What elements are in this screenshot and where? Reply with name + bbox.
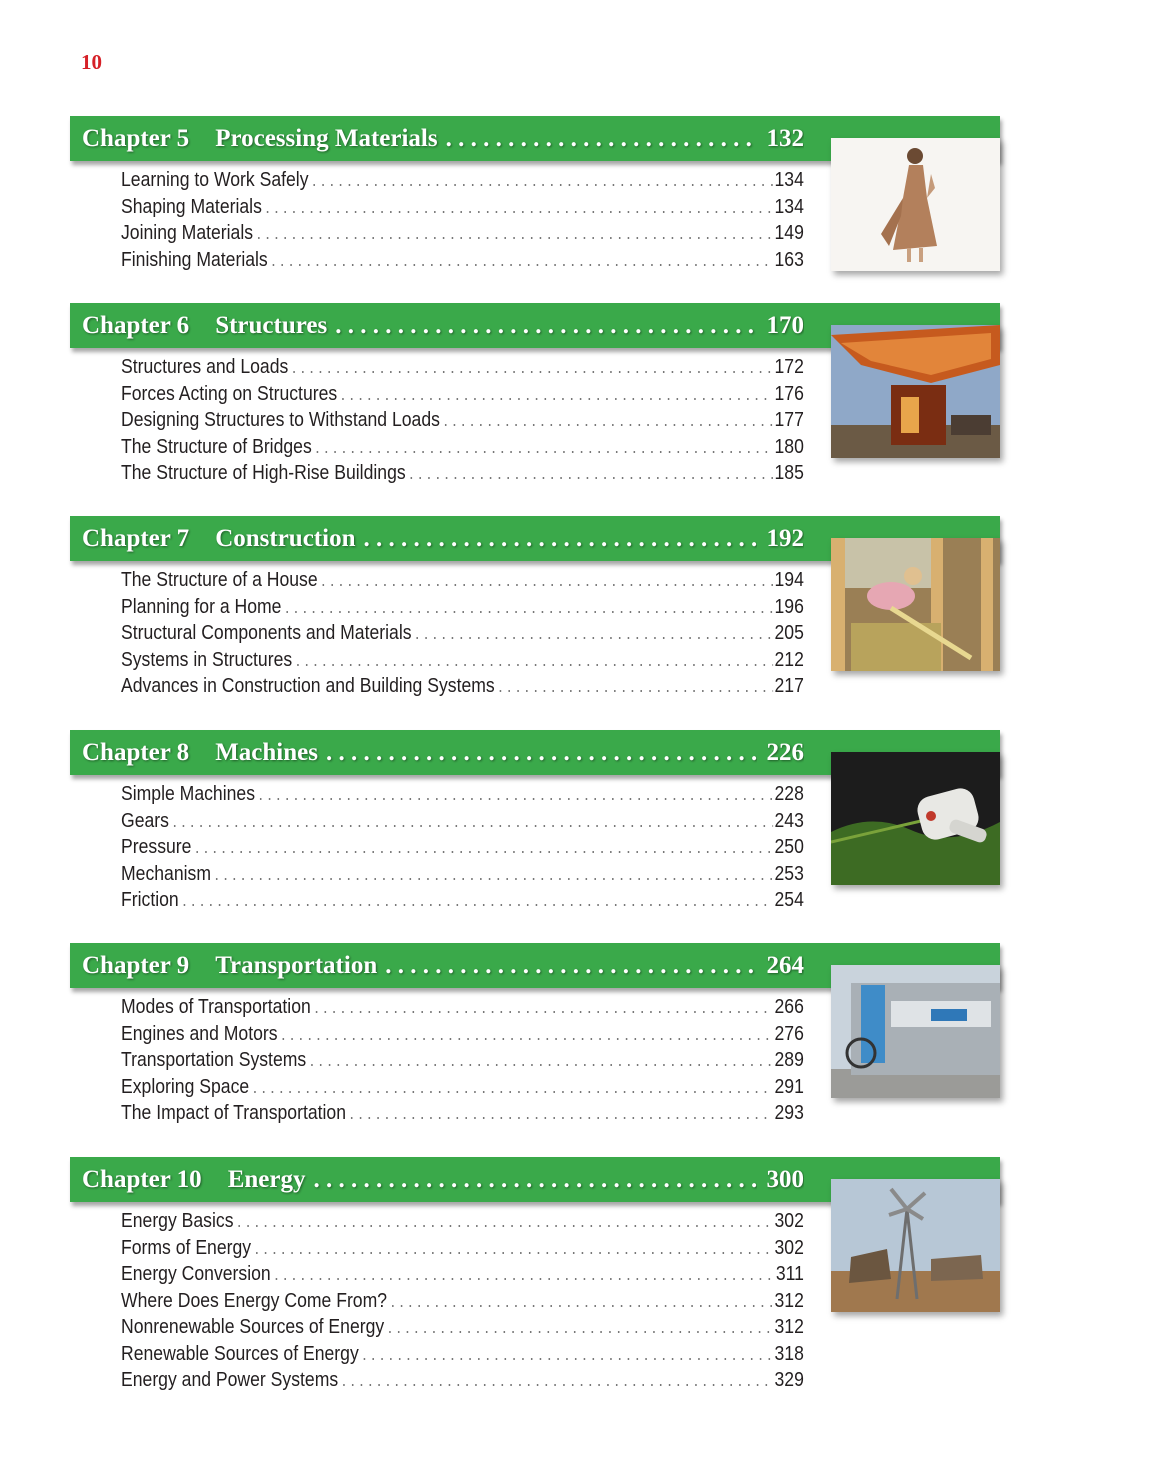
chapter-title: Structures (215, 311, 328, 339)
chapter-page: 226 (766, 738, 804, 766)
toc-entry[interactable]: Gears . . . 243 (121, 810, 804, 837)
chapter-label: Chapter 6 (82, 311, 190, 339)
toc-entry[interactable]: Modes of Transportation . . . 266 (121, 996, 804, 1023)
chapter-page: 300 (766, 1165, 804, 1193)
toc-entry[interactable]: Mechanism . . . 253 (121, 863, 804, 890)
leader-dots (446, 125, 757, 153)
chapter-page: 132 (766, 124, 804, 152)
leader-dots (363, 525, 756, 553)
toc-entry[interactable]: The Impact of Transportation . . . 293 (121, 1102, 804, 1129)
leader-dots (335, 312, 756, 340)
chapter-page: 264 (766, 951, 804, 979)
toc-entry[interactable]: Joining Materials . . . 149 (121, 222, 804, 249)
leader-dots (313, 1166, 756, 1194)
toc-entry[interactable]: Renewable Sources of Energy . . . 318 (121, 1343, 804, 1370)
chapter-label: Chapter 8 (82, 738, 190, 766)
section-list (121, 356, 804, 489)
chapter-label: Chapter 10 (82, 1165, 202, 1193)
toc-entry[interactable]: Transportation Systems . . . 289 (121, 1049, 804, 1076)
chapter-heading[interactable] (82, 516, 804, 561)
toc-entry[interactable]: Designing Structures to Withstand Loads . . . 177 (121, 409, 804, 436)
chapter-page: 192 (766, 524, 804, 552)
toc-entry[interactable]: Learning to Work Safely . . . 134 (121, 169, 804, 196)
chapter-heading[interactable] (82, 1157, 804, 1202)
house-construction-photo (831, 538, 1000, 671)
toc-entry[interactable]: Pressure . . . 250 (121, 836, 804, 863)
bike-station-photo (831, 965, 1000, 1098)
roof-structure-photo (831, 325, 1000, 458)
section-list (121, 783, 804, 916)
chapter-label: Chapter 7 (82, 524, 190, 552)
toc-entry[interactable]: Structural Components and Materials . . . 205 (121, 622, 804, 649)
toc-entry[interactable]: Where Does Energy Come From? . . . 312 (121, 1290, 804, 1317)
toc-entry[interactable]: Engines and Motors . . . 276 (121, 1023, 804, 1050)
chapter-heading[interactable] (82, 730, 804, 775)
toc-entry[interactable]: Advances in Construction and Building Systems . . . 217 (121, 675, 804, 702)
windmill-village-photo (831, 1179, 1000, 1312)
chapter-heading[interactable] (82, 116, 804, 161)
toc-entry[interactable]: The Structure of a House . . . 194 (121, 569, 804, 596)
hedge-trimmer-photo (831, 752, 1000, 885)
toc-entry[interactable]: Structures and Loads . . . 172 (121, 356, 804, 383)
chapter-title: Energy (227, 1165, 306, 1193)
chapter-title: Machines (215, 738, 318, 766)
chapter-label: Chapter 5 (82, 124, 190, 152)
chapter-heading[interactable] (82, 943, 804, 988)
toc-entry[interactable]: Exploring Space . . . 291 (121, 1076, 804, 1103)
chapter-title: Processing Materials (215, 124, 438, 152)
toc-entry[interactable]: Systems in Structures . . . 212 (121, 649, 804, 676)
chapter-heading[interactable] (82, 303, 804, 348)
toc-entry[interactable]: The Structure of Bridges . . . 180 (121, 436, 804, 463)
woman-wearing-dress-photo (831, 138, 1000, 271)
leader-dots (326, 739, 757, 767)
toc-entry[interactable]: Forms of Energy . . . 302 (121, 1237, 804, 1264)
chapter-label: Chapter 9 (82, 951, 190, 979)
toc-entry[interactable]: Simple Machines . . . 228 (121, 783, 804, 810)
toc-entry[interactable]: Energy and Power Systems . . . 329 (121, 1369, 804, 1396)
section-list (121, 996, 804, 1129)
page-number: 10 (81, 50, 102, 74)
toc-entry[interactable]: The Structure of High-Rise Buildings . . . 185 (121, 462, 804, 489)
toc-entry[interactable]: Finishing Materials . . . 163 (121, 249, 804, 276)
chapter-page: 170 (766, 311, 804, 339)
toc-entry[interactable]: Energy Basics . . . 302 (121, 1210, 804, 1237)
chapter-title: Transportation (215, 951, 378, 979)
toc-entry[interactable]: Planning for a Home . . . 196 (121, 596, 804, 623)
chapter-title: Construction (215, 524, 356, 552)
toc-entry[interactable]: Energy Conversion . . . 311 (121, 1263, 804, 1290)
toc-entry[interactable]: Nonrenewable Sources of Energy . . . 312 (121, 1316, 804, 1343)
toc-entry[interactable]: Friction . . . 254 (121, 889, 804, 916)
leader-dots (385, 952, 756, 980)
toc-entry[interactable]: Forces Acting on Structures . . . 176 (121, 383, 804, 410)
section-list (121, 169, 804, 275)
section-list (121, 569, 804, 702)
section-list (121, 1210, 804, 1396)
toc-entry[interactable]: Shaping Materials . . . 134 (121, 196, 804, 223)
